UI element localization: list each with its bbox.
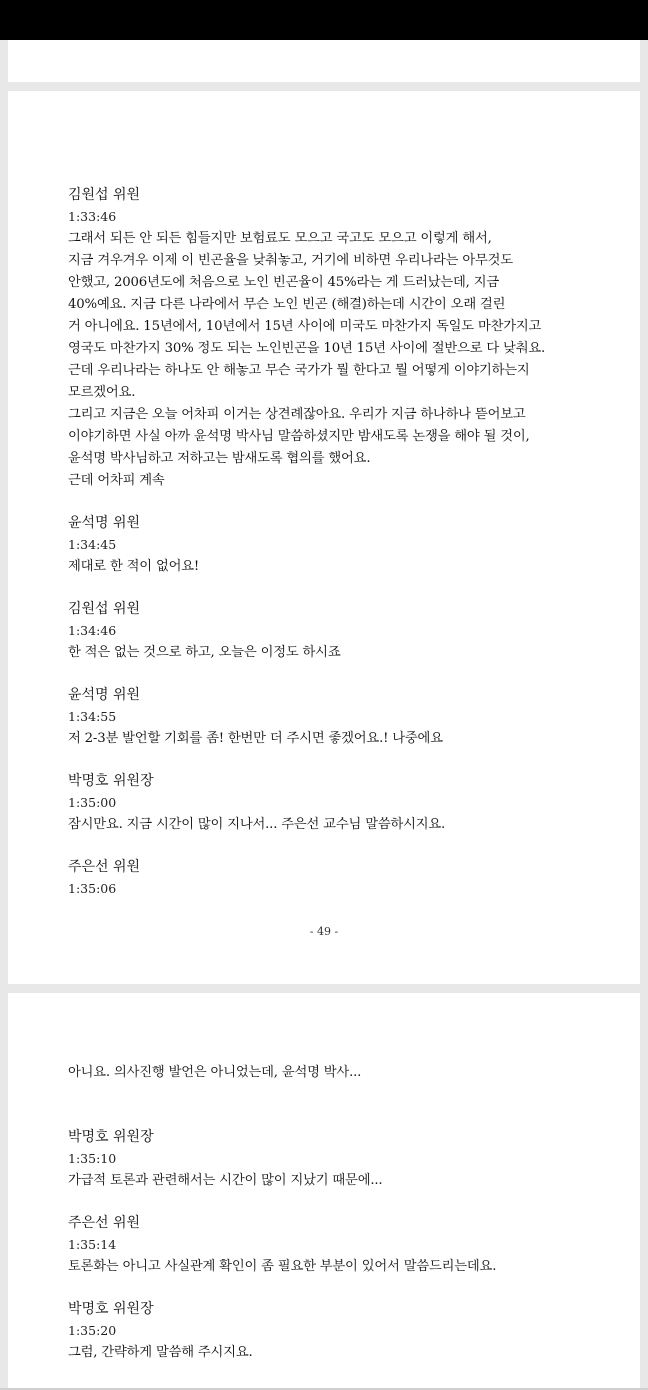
page-50-content: [68, 1062, 600, 1384]
document-page-49: [8, 91, 640, 984]
document-page-50: [8, 993, 640, 1390]
speaker-block: [68, 598, 600, 664]
speech-line: 잠시만요. 지금 시간이 많이 지나서... 주은선 교수님 말씀하시지요.: [68, 817, 446, 832]
speech-line: 이야기하면 사실 아까 윤석명 박사님 말씀하셨지만 밤새도록 논쟁을 해야 될 것이,: [68, 429, 530, 444]
speech-line: 40%예요. 지금 다른 나라에서 무슨 노인 빈곤 (해결)하는데 시간이 오래 걸린: [68, 297, 506, 312]
speech-line: 아니요. 의사진행 발언은 아니었는데, 윤석명 박사...: [68, 1065, 362, 1080]
speaker-name: 윤석명 위원: [68, 515, 141, 531]
speaker-block-continued: [68, 1062, 600, 1084]
speech-line: 그래서 되든 안 되든 힘들지만 보험료도 모으고 국고도 모으고 이렇게 해서,: [68, 231, 492, 246]
speaker-name: 박명호 위원장: [68, 1301, 154, 1317]
speaker-block: [68, 856, 600, 900]
speaker-name: 김원섭 위원: [68, 187, 141, 203]
speech-line: 지금 겨우겨우 이제 이 빈곤율을 낮춰놓고, 거기에 비하면 우리나라는 아무것도: [68, 253, 513, 268]
timestamp: 1:35:00: [68, 795, 117, 810]
timestamp: 1:35:20: [68, 1323, 117, 1338]
speech-line: 제대로 한 적이 없어요!: [68, 559, 200, 574]
speech-line: 모르겠어요.: [68, 385, 136, 400]
speaker-name: 주은선 위원: [68, 859, 141, 875]
speaker-block: [68, 1212, 600, 1278]
speech-line: 저 2-3분 발언할 기회를 좀! 한번만 더 주시면 좋겠어요.! 나중에요: [68, 731, 443, 746]
speech-line: 거 아니에요. 15년에서, 10년에서 15년 사이에 미국도 마찬가지 독일도 마찬가지고: [68, 319, 542, 334]
page-number: - 49 -: [309, 925, 339, 938]
speech-line: 토론화는 아니고 사실관계 확인이 좀 필요한 부분이 있어서 말씀드리는데요.: [68, 1259, 497, 1274]
speaker-name: 윤석명 위원: [68, 687, 141, 703]
timestamp: 1:34:46: [68, 623, 117, 638]
timestamp: 1:33:46: [68, 209, 117, 224]
timestamp: 1:35:14: [68, 1237, 117, 1252]
speech-line: 그리고 지금은 오늘 어차피 이거는 상견례잖아요. 우리가 지금 하나하나 뜯어보고: [68, 407, 526, 422]
speaker-block: [68, 770, 600, 836]
speaker-name: 주은선 위원: [68, 1215, 141, 1231]
speech-line: 그럼, 간략하게 말씀해 주시지요.: [68, 1345, 253, 1360]
viewer-top-bar: [0, 0, 648, 40]
speaker-name: 박명호 위원장: [68, 773, 154, 789]
speaker-block: [68, 1126, 600, 1192]
speaker-block: [68, 512, 600, 578]
speech-line: 영국도 마찬가지 30% 정도 되는 노인빈곤을 10년 15년 사이에 절반으로 다 낮춰요.: [68, 341, 546, 356]
speaker-name: 박명호 위원장: [68, 1129, 154, 1145]
speech-line: 가급적 토론과 관련해서는 시간이 많이 지났기 때문에...: [68, 1173, 383, 1188]
timestamp: 1:35:10: [68, 1151, 117, 1166]
page-49-content: [68, 184, 600, 920]
speaker-name: 김원섭 위원: [68, 601, 141, 617]
timestamp: 1:34:55: [68, 709, 117, 724]
previous-page-fragment: [8, 40, 640, 82]
speech-line: 윤석명 박사님하고 저하고는 밤새도록 협의를 했어요.: [68, 451, 371, 466]
speech-line: 안했고, 2006년도에 처음으로 노인 빈곤율이 45%라는 게 드러났는데, 지금: [68, 275, 500, 290]
timestamp: 1:35:06: [68, 881, 117, 896]
timestamp: 1:34:45: [68, 537, 117, 552]
speaker-block: [68, 684, 600, 750]
speaker-block: [68, 184, 600, 492]
speech-line: 근데 우리나라는 하나도 안 해놓고 무슨 국가가 뭘 한다고 뭘 어떻게 이야기하는지: [68, 363, 530, 378]
speech-line: 근데 어차피 계속: [68, 473, 165, 488]
speaker-block: [68, 1298, 600, 1364]
speech-line: 한 적은 없는 것으로 하고, 오늘은 이정도 하시죠: [68, 645, 341, 660]
